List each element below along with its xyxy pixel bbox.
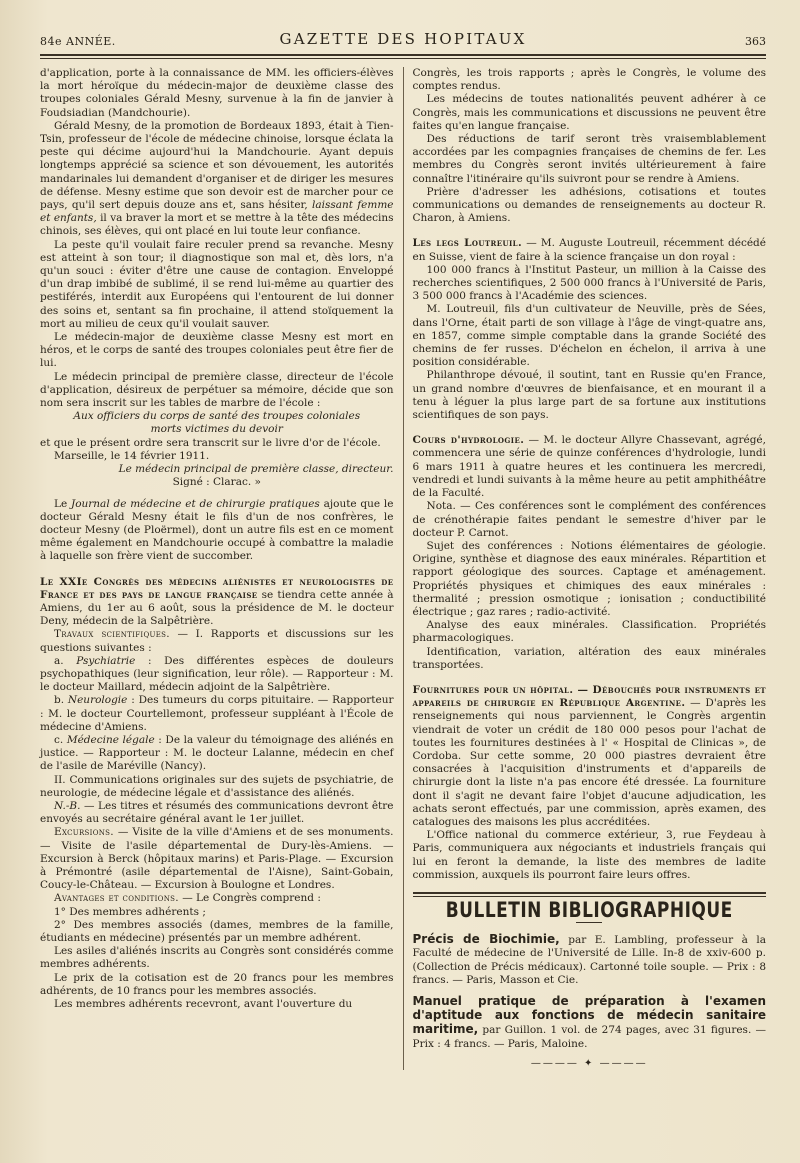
bulletin-title: BULLETIN BIBLIOGRAPHIQUE	[445, 898, 733, 924]
paragraph: Des réductions de tarif seront très vraisemblablement accordées par les compagnies françaises de chemins de fer. Les membres du Congrès seront invités ultérieurement à faire connaître l'itinéraire qu'ils suivront pour se rendre à Amiens.	[412, 133, 766, 185]
section-heading: Cours d'hydrologie.	[412, 434, 525, 447]
paragraph: Le médecin-major de deuxième classe Mesny est mort en héros, et le corps de santé des troupes coloniales peut être fier de lui.	[40, 331, 394, 370]
signature-title: Le médecin principal de première classe, directeur.	[118, 463, 394, 476]
paragraph: Nota. — Ces conférences sont le complément des conférences de crénothérapie faites pendant le semestre d'hiver par le docteur P. Carnot.	[412, 500, 766, 539]
paragraph: Le médecin principal de première classe, directeur de l'école d'application, désireux de perpétuer sa mémoire, décide que son nom sera inscrit sur les tables de marbre de l'école :	[40, 370, 394, 410]
paragraph: Congrès, les trois rapports ; après le Congrès, le volume des comptes rendus.	[412, 67, 766, 93]
dateline: Marseille, le 14 février 1911.	[54, 449, 210, 462]
section-heading: Fournitures pour un hôpital. — Débouchés pour instruments et appareils de chirurgie en République Argentine.	[412, 683, 766, 710]
list-item: c. Médecine légale : De la valeur du témoignage des aliénés en justice. — Rapporteur : M. le docteur Lalanne, médecin en chef de l'asile de Maréville (Nancy).	[40, 733, 394, 773]
list-item: a. Psychiatrie : Des différentes espèces de douleurs psychopathiques (leur signification, leur rôle). — Rapporteur : M. le docteur Maillard, médecin adjoint de la Salpêtrière.	[40, 654, 394, 694]
congres-notice: Le XXIe Congrès des médecins aliénistes et neurologistes de France et des pays de langue française se tiendra cette année à Amiens, du 1er au 6 août, sous la présidence de M. le docteur Deny, médecin de la Salpêtrière.	[40, 575, 394, 628]
right-column	[404, 67, 767, 1070]
columns	[40, 67, 766, 1070]
paragraph: Philanthrope dévoué, il soutint, tant en Russie qu'en France, un grand nombre d'œuvres de bienfaisance, et en mourant il a tenu à léguer la plus large part de sa fortune aux institutions scientifiques de son pays.	[412, 369, 766, 422]
subheading: Excursions.	[54, 826, 114, 839]
paragraph: Gérald Mesny, de la promotion de Bordeaux 1893, était à Tien-Tsin, professeur de l'école de médecine chinoise, lorsque éclata la peste qui décime aujourd'hui la Mandchourie. Ayant depuis longtemps apprécié sa science et son dévouement, les autorités mandarinales lui demandent d'organiser et de diriger les mesures de défense. Mesny estime que son devoir est de marcher pour ce pays, qu'il sert depuis douze ans et, sans hésiter, laissant femme et enfants, il va braver la mort et se mettre à la tête des médecins chinois, ses élèves, qui ont placé en lui toute leur confiance.	[40, 119, 394, 238]
list-item: b. Neurologie : Des tumeurs du corps pituitaire. — Rapporteur : M. le docteur Courtellemont, professeur suppléant à l'École de médecine d'Amiens.	[40, 694, 394, 733]
paragraph: et que le présent ordre sera transcrit sur le livre d'or de l'école.	[40, 436, 381, 449]
section-heading: Les legs Loutreuil.	[412, 237, 523, 250]
paragraph: Le Journal de médecine et de chirurgie pratiques ajoute que le docteur Gérald Mesny était le fils d'un de nos confrères, le docteur Mesny (de Ploërmel), dont un autre fils est en ce moment même également en Mandchourie occupé à combattre la maladie à laquelle son frère vient de succomber.	[40, 497, 394, 563]
fournitures-notice: Fournitures pour un hôpital. — Débouchés pour instruments et appareils de chirurgie en République Argentine. — D'après les renseignements qui nous parviennent, le Congrès argentin viendrait de voter un crédit de 180 000 pesos pour l'achat de toutes les fournitures destinées à l' « Hospital de Clinicas », de Cordoba. Sur cette somme, 20 000 piastres devraient être consacrées à l'acquisition d'instruments et d'appareils de chirurgie dont la liste n'a pas encore été dressée. La fourniture dont il s'agit ne devant faire l'objet d'aucune adjudication, les achats seront effectués, par une commission, après examen, des catalogues des maisons les plus accréditées.	[412, 683, 767, 828]
book-entry: Précis de Biochimie, par E. Lambling, professeur à la Faculté de médecine de l'Université de Lille. In-8 de xxiv-600 p. (Collection de Précis médicaux). Cartonné toile souple. — Prix : 8 francs. — Paris, Masson et Cie.	[412, 932, 766, 986]
book-entry: Manuel pratique de préparation à l'examen d'aptitude aux fonctions de médecin sanitaire maritime, par Guillon. 1 vol. de 274 pages, avec 31 figures. — Prix : 4 francs. — Paris, Maloine.	[412, 994, 766, 1050]
paragraph: II. Communications originales sur des sujets de psychiatrie, de neurologie, de médecine légale et d'assistance des aliénés.	[40, 773, 394, 799]
paragraph: Les médecins de toutes nationalités peuvent adhérer à ce Congrès, mais les communications et discussions ne peuvent être faites qu'en langue française.	[412, 93, 766, 132]
left-column	[40, 67, 404, 1070]
paragraph: L'Office national du commerce extérieur, 3, rue Feydeau à Paris, communiquera aux négociants et industriels français qui lui en feront la demande, la liste des membres de ladite commission, auxquels ils pourront faire leurs offres.	[412, 829, 766, 881]
paragraph: d'application, porte à la connaissance de MM. les officiers-élèves la mort héroïque du médecin-major de deuxième classe des troupes coloniales Gérald Mesny, survenue à la fin de janvier à Foudsiadian (Mandchourie).	[40, 67, 394, 119]
paragraph: La peste qu'il voulait faire reculer prend sa revanche. Mesny est atteint à son tour; il diagnostique son mal et, dès lors, n'a qu'un souci : éviter d'être une cause de contagion. Enveloppé d'un drap imbibé de sublimé, il se rend lui-même au quartier des pestiférés, interdit aux Européens qui l'entourent de lui donner des soins et, sentant sa fin prochaine, il attend stoïquement la mort au milieu de ceux qu'il voulait sauver.	[40, 238, 394, 330]
page-number: 363	[745, 35, 766, 48]
legs-notice: Les legs Loutreuil. — M. Auguste Loutreuil, récemment décédé en Suisse, vient de faire à la science française un don royal :	[412, 237, 766, 263]
paragraph: Travaux scientifiques. — I. Rapports et discussions sur les questions suivantes :	[40, 628, 394, 654]
paragraph: Sujet des conférences : Notions élémentaires de géologie. Origine, synthèse et diagnose des eaux minérales. Répartition et rapport géologique des sources. Captage et aménagement. Propriétés physiques et chimiques des eaux minérales : thermalité ; pression osmotique ; ionisation ; conductibilité électrique ; gaz rares ; radio-activité.	[412, 539, 766, 618]
book-title: Manuel pratique de préparation à l'examen d'aptitude aux fonctions de médecin sanitaire maritime,	[412, 994, 766, 1037]
paragraph: Les asiles d'aliénés inscrits au Congrès sont considérés comme membres adhérents.	[40, 945, 394, 971]
paragraph: Le prix de la cotisation est de 20 francs pour les membres adhérents, de 10 francs pour les membres associés.	[40, 971, 394, 997]
list-item: 1° Des membres adhérents ;	[54, 905, 206, 918]
year-label: 84e ANNÉE.	[40, 35, 116, 48]
subheading: Avantages et conditions.	[54, 892, 179, 905]
paragraph: Identification, variation, altération des eaux minérales transportées.	[412, 645, 766, 671]
paragraph: Les membres adhérents recevront, avant l'ouverture du	[54, 998, 353, 1011]
page-header	[40, 26, 766, 56]
subheading: Travaux scientifiques.	[54, 628, 170, 641]
paragraph: 100 000 francs à l'Institut Pasteur, un million à la Caisse des recherches scientifiques, 2 500 000 francs à l'Université de Paris, 3 500 000 francs à l'Académie des sciences.	[412, 263, 766, 303]
header-rule	[40, 58, 766, 59]
paragraph: Prière d'adresser les adhésions, cotisations et toutes communications ou demandes de renseignements au docteur R. Charon, à Amiens.	[412, 185, 766, 225]
signature: Signé : Clarac. »	[172, 476, 261, 489]
paragraph: N.-B. — Les titres et résumés des communications devront être envoyés au secrétaire général avant le 1er juillet.	[40, 799, 394, 826]
paragraph: Analyse des eaux minérales. Classification. Propriétés pharmacologiques.	[412, 619, 766, 645]
book-title: Précis de Biochimie,	[412, 932, 560, 947]
hydrologie-notice: Cours d'hydrologie. — M. le docteur Allyre Chassevant, agrégé, commencera une série de quinze conférences d'hydrologie, lundi 6 mars 1911 à quatre heures et les continuera les mercredi, vendredi et lundi suivants à la même heure au petit amphithéâtre de la Faculté.	[412, 434, 766, 500]
inscription: Aux officiers du corps de santé des troupes coloniales	[73, 410, 361, 423]
end-ornament: ———— ✦ ————	[530, 1057, 648, 1069]
section-divider	[413, 892, 767, 897]
list-item: 2° Des membres associés (dames, membres de la famille, étudiants en médecine) présentés par un membre adhérent.	[40, 918, 394, 944]
paragraph: Excursions. — Visite de la ville d'Amiens et de ses monuments. — Visite de l'asile départemental de Dury-lès-Amiens. — Excursion à Berck (hôpitaux marins) et Paris-Plage. — Excursion à Prémontré (asile départemental de l'Aisne), Saint-Gobain, Coucy-le-Château. — Excursion à Boulogne et Londres.	[40, 826, 394, 892]
section-heading: Le XXIe Congrès des médecins aliénistes et neurologistes de France et des pays de langue française	[40, 575, 394, 601]
inscription: morts victimes du devoir	[150, 423, 283, 436]
paragraph: Avantages et conditions. — Le Congrès comprend :	[54, 892, 321, 905]
journal-title: GAZETTE DES HOPITAUX	[279, 30, 527, 48]
paragraph: M. Loutreuil, fils d'un cultivateur de Neuville, près de Sées, dans l'Orne, était parti de son village à l'âge de vingt-quatre ans, en 1857, comme simple comptable dans la grande Société des chemins de fer russes. D'échelon en échelon, il arriva à une position considérable.	[412, 303, 766, 369]
